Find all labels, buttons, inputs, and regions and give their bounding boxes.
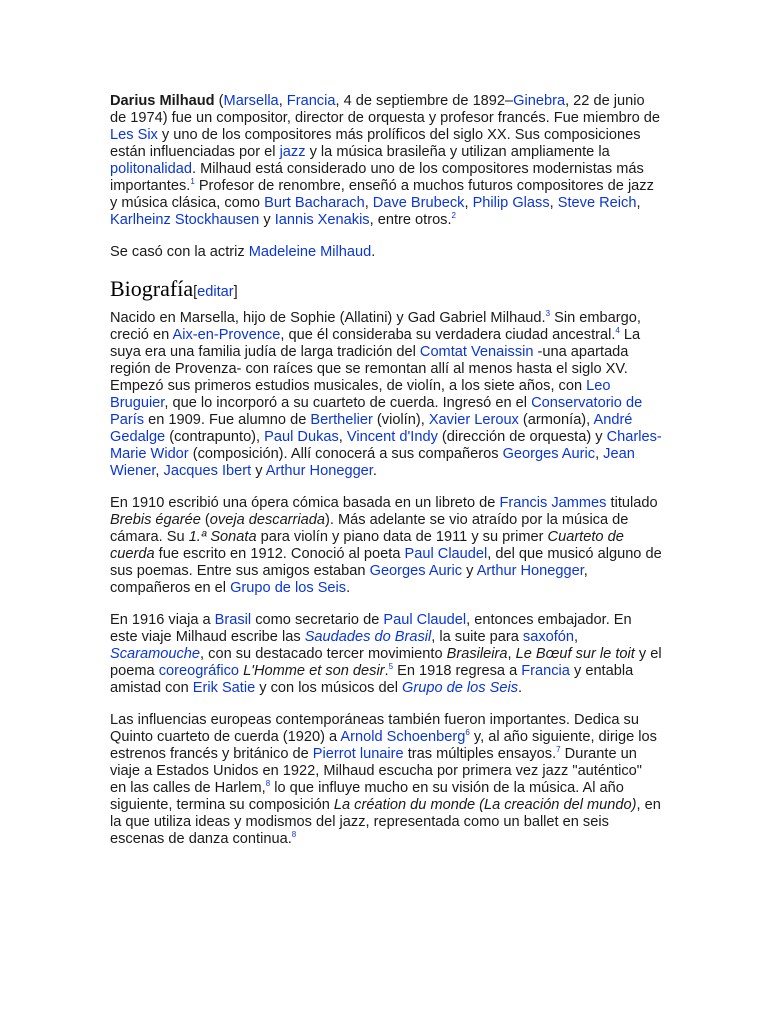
work-title: Brasileira [446, 646, 508, 662]
citation-4[interactable]: 4 [615, 326, 620, 335]
link-comtat-venaissin[interactable]: Comtat Venaissin [419, 344, 534, 360]
citation-1[interactable]: 1 [190, 177, 195, 186]
link-vincent-dindy[interactable]: Vincent d'Indy [346, 429, 438, 445]
link-grupo-de-los-seis[interactable]: Grupo de los Seis [230, 580, 347, 596]
link-paul-claudel[interactable]: Paul Claudel [383, 612, 467, 628]
link-charles-marie-widor[interactable]: Charles-Marie Widor [110, 429, 662, 462]
link-ginebra[interactable]: Ginebra [513, 93, 566, 109]
link-dave-brubeck[interactable]: Dave Brubeck [372, 195, 465, 211]
link-saxofon[interactable]: saxofón [522, 629, 575, 645]
work-title: Cuarteto de cuerda [110, 529, 624, 562]
citation-3[interactable]: 3 [545, 309, 551, 318]
work-title: Brebis égarée [110, 512, 201, 528]
subject-name: Darius Milhaud [110, 93, 215, 109]
bio-paragraph-4: Las influencias europeas contemporáneas también fueron importantes. Dedica su Quinto cuarteto de cuerda (1920) a Arnold Schoenberg$^6$ y, al año siguiente, dirige los estrenos francés y británico de Pierrot lunaire tras múltiples ensayos.$^7$ Durante un viaje a Estados Unidos en 1922, Milhaud escucha por primera vez jazz "auténtico" en las calles de Harlem,$^8$ lo que influye mucho en su visión de la música. Al año siguiente, termina su composición La création du monde (La creación del mundo), en la que utiliza ideas y modismos del jazz, representada como un ballet en seis escenas de danza continua.$^8$ [110, 712, 661, 847]
edit-section-link[interactable]: editar [197, 284, 234, 300]
link-grupo-de-los-seis[interactable]: Grupo de los Seis [402, 680, 519, 696]
link-pierrot-lunaire[interactable]: Pierrot lunaire [312, 746, 404, 762]
work-title: Le Bœuf sur le toit [515, 646, 635, 662]
link-berthelier[interactable]: Berthelier [310, 412, 373, 428]
link-arthur-honegger[interactable]: Arthur Honegger [265, 463, 373, 479]
intro-paragraph: Darius Milhaud (Marsella, Francia, 4 de septiembre de 1892–Ginebra, 22 de junio de 1974) fue un compositor, director de orquesta y profesor francés. Fue miembro de Les Six y uno de los compositores más prolíficos del siglo XX. Sus composiciones están influenciadas por el jazz y la música brasileña y utilizan ampliamente la politonalidad. Milhaud está considerado uno de los compositores modernistas más importantes.$^1$ Profesor de renombre, enseñó a muchos futuros compositores de jazz y música clásica, como Burt Bacharach, Dave Brubeck, Philip Glass, Steve Reich, Karlheinz Stockhausen y Iannis Xenakis, entre otros.$^2$ [110, 93, 660, 228]
citation-6[interactable]: 6 [465, 728, 470, 737]
citation-5[interactable]: 5 [388, 662, 394, 671]
link-paul-claudel[interactable]: Paul Claudel [404, 546, 488, 562]
link-steve-reich[interactable]: Steve Reich [557, 195, 637, 211]
work-title: L'Homme et son desir [243, 663, 385, 679]
work-title: La création du monde (La creación del mundo) [333, 797, 637, 813]
link-leo-bruguier[interactable]: Leo Bruguier [110, 378, 611, 411]
link-erik-satie[interactable]: Erik Satie [192, 680, 256, 696]
link-iannis-xenakis[interactable]: Iannis Xenakis [274, 212, 370, 228]
link-jacques-ibert[interactable]: Jacques Ibert [163, 463, 252, 479]
bio-paragraph-2: En 1910 escribió una ópera cómica basada en un libreto de Francis Jammes titulado Brebis égarée (oveja descarriada). Más adelante se vio atraído por la música de cámara. Su 1.ª Sonata para violín y piano data de 1911 y su primer Cuarteto de cuerda fue escrito en 1912. Conoció al poeta Paul Claudel, del que musicó alguno de sus poemas. Entre sus amigos estaban Georges Auric y Arthur Honegger, compañeros en el Grupo de los Seis. [110, 495, 662, 596]
link-aix-en-provence[interactable]: Aix-en-Provence [172, 327, 281, 343]
link-francis-jammes[interactable]: Francis Jammes [499, 495, 607, 511]
link-scaramouche[interactable]: Scaramouche [110, 646, 201, 662]
link-georges-auric[interactable]: Georges Auric [502, 446, 596, 462]
link-andre-gedalge[interactable]: André Gedalge [110, 412, 633, 445]
link-burt-bacharach[interactable]: Burt Bacharach [264, 195, 365, 211]
link-marsella[interactable]: Marsella [223, 93, 279, 109]
citation-8[interactable]: 8 [291, 830, 297, 839]
link-conservatorio-paris[interactable]: Conservatorio de París [110, 395, 643, 428]
link-xavier-leroux[interactable]: Xavier Leroux [428, 412, 519, 428]
link-jazz[interactable]: jazz [279, 144, 306, 160]
link-philip-glass[interactable]: Philip Glass [472, 195, 550, 211]
link-saudades-do-brasil[interactable]: Saudades do Brasil [304, 629, 432, 645]
link-politonalidad[interactable]: politonalidad [110, 161, 192, 177]
work-title: 1.ª Sonata [188, 529, 257, 545]
link-karlheinz-stockhausen[interactable]: Karlheinz Stockhausen [110, 212, 260, 228]
bio-paragraph-3: En 1916 viaja a Brasil como secretario de Paul Claudel, entonces embajador. En este viaje Milhaud escribe las Saudades do Brasil, la suite para saxofón, Scaramouche, con su destacado tercer movimiento Brasileira, Le Bœuf sur le toit y el poema coreográfico L'Homme et son desir.$^5$ En 1918 regresa a Francia y entabla amistad con Erik Satie y con los músicos del Grupo de los Seis. [110, 612, 662, 696]
link-arnold-schoenberg[interactable]: Arnold Schoenberg [340, 729, 466, 745]
link-jean-wiener[interactable]: Jean Wiener [110, 446, 635, 479]
section-title: Biografía [110, 276, 194, 301]
link-madeleine-milhaud[interactable]: Madeleine Milhaud [248, 244, 372, 260]
link-coreografico[interactable]: coreográfico [158, 663, 239, 679]
link-les-six[interactable]: Les Six [110, 127, 158, 143]
link-francia[interactable]: Francia [286, 93, 336, 109]
link-francia[interactable]: Francia [521, 663, 570, 679]
link-georges-auric[interactable]: Georges Auric [369, 563, 463, 579]
citation-2[interactable]: 2 [451, 211, 456, 220]
bio-paragraph-1: Nacido en Marsella, hijo de Sophie (Allatini) y Gad Gabriel Milhaud.$^3$ Sin embargo, creció en Aix-en-Provence, que él consideraba su verdadera ciudad ancestral.$^4$ La suya era una familia judía de larga tradición del Comtat Venaissin -una apartada región de Provenza- con raíces que se remontan allí al menos hasta el siglo XV. Empezó sus primeros estudios musicales, de violín, a los siete años, con Leo Bruguier, que lo incorporó a su cuarteto de cuerda. Ingresó en el Conservatorio de París en 1909. Fue alumno de Berthelier (violín), Xavier Leroux (armonía), André Gedalge (contrapunto), Paul Dukas, Vincent d'Indy (dirección de orquesta) y Charles-Marie Widor (composición). Allí conocerá a sus compañeros Georges Auric, Jean Wiener, Jacques Ibert y Arthur Honegger. [110, 309, 662, 479]
article-content [110, 93, 662, 863]
section-heading-biografia: Biografía[editar] [110, 276, 238, 301]
link-arthur-honegger[interactable]: Arthur Honegger [476, 563, 584, 579]
work-title: oveja descarriada [209, 512, 325, 528]
married-paragraph: Se casó con la actriz Madeleine Milhaud. [110, 244, 376, 260]
link-paul-dukas[interactable]: Paul Dukas [264, 429, 339, 445]
citation-8[interactable]: 8 [265, 779, 271, 788]
citation-7[interactable]: 7 [556, 745, 561, 754]
link-brasil[interactable]: Brasil [214, 612, 252, 628]
